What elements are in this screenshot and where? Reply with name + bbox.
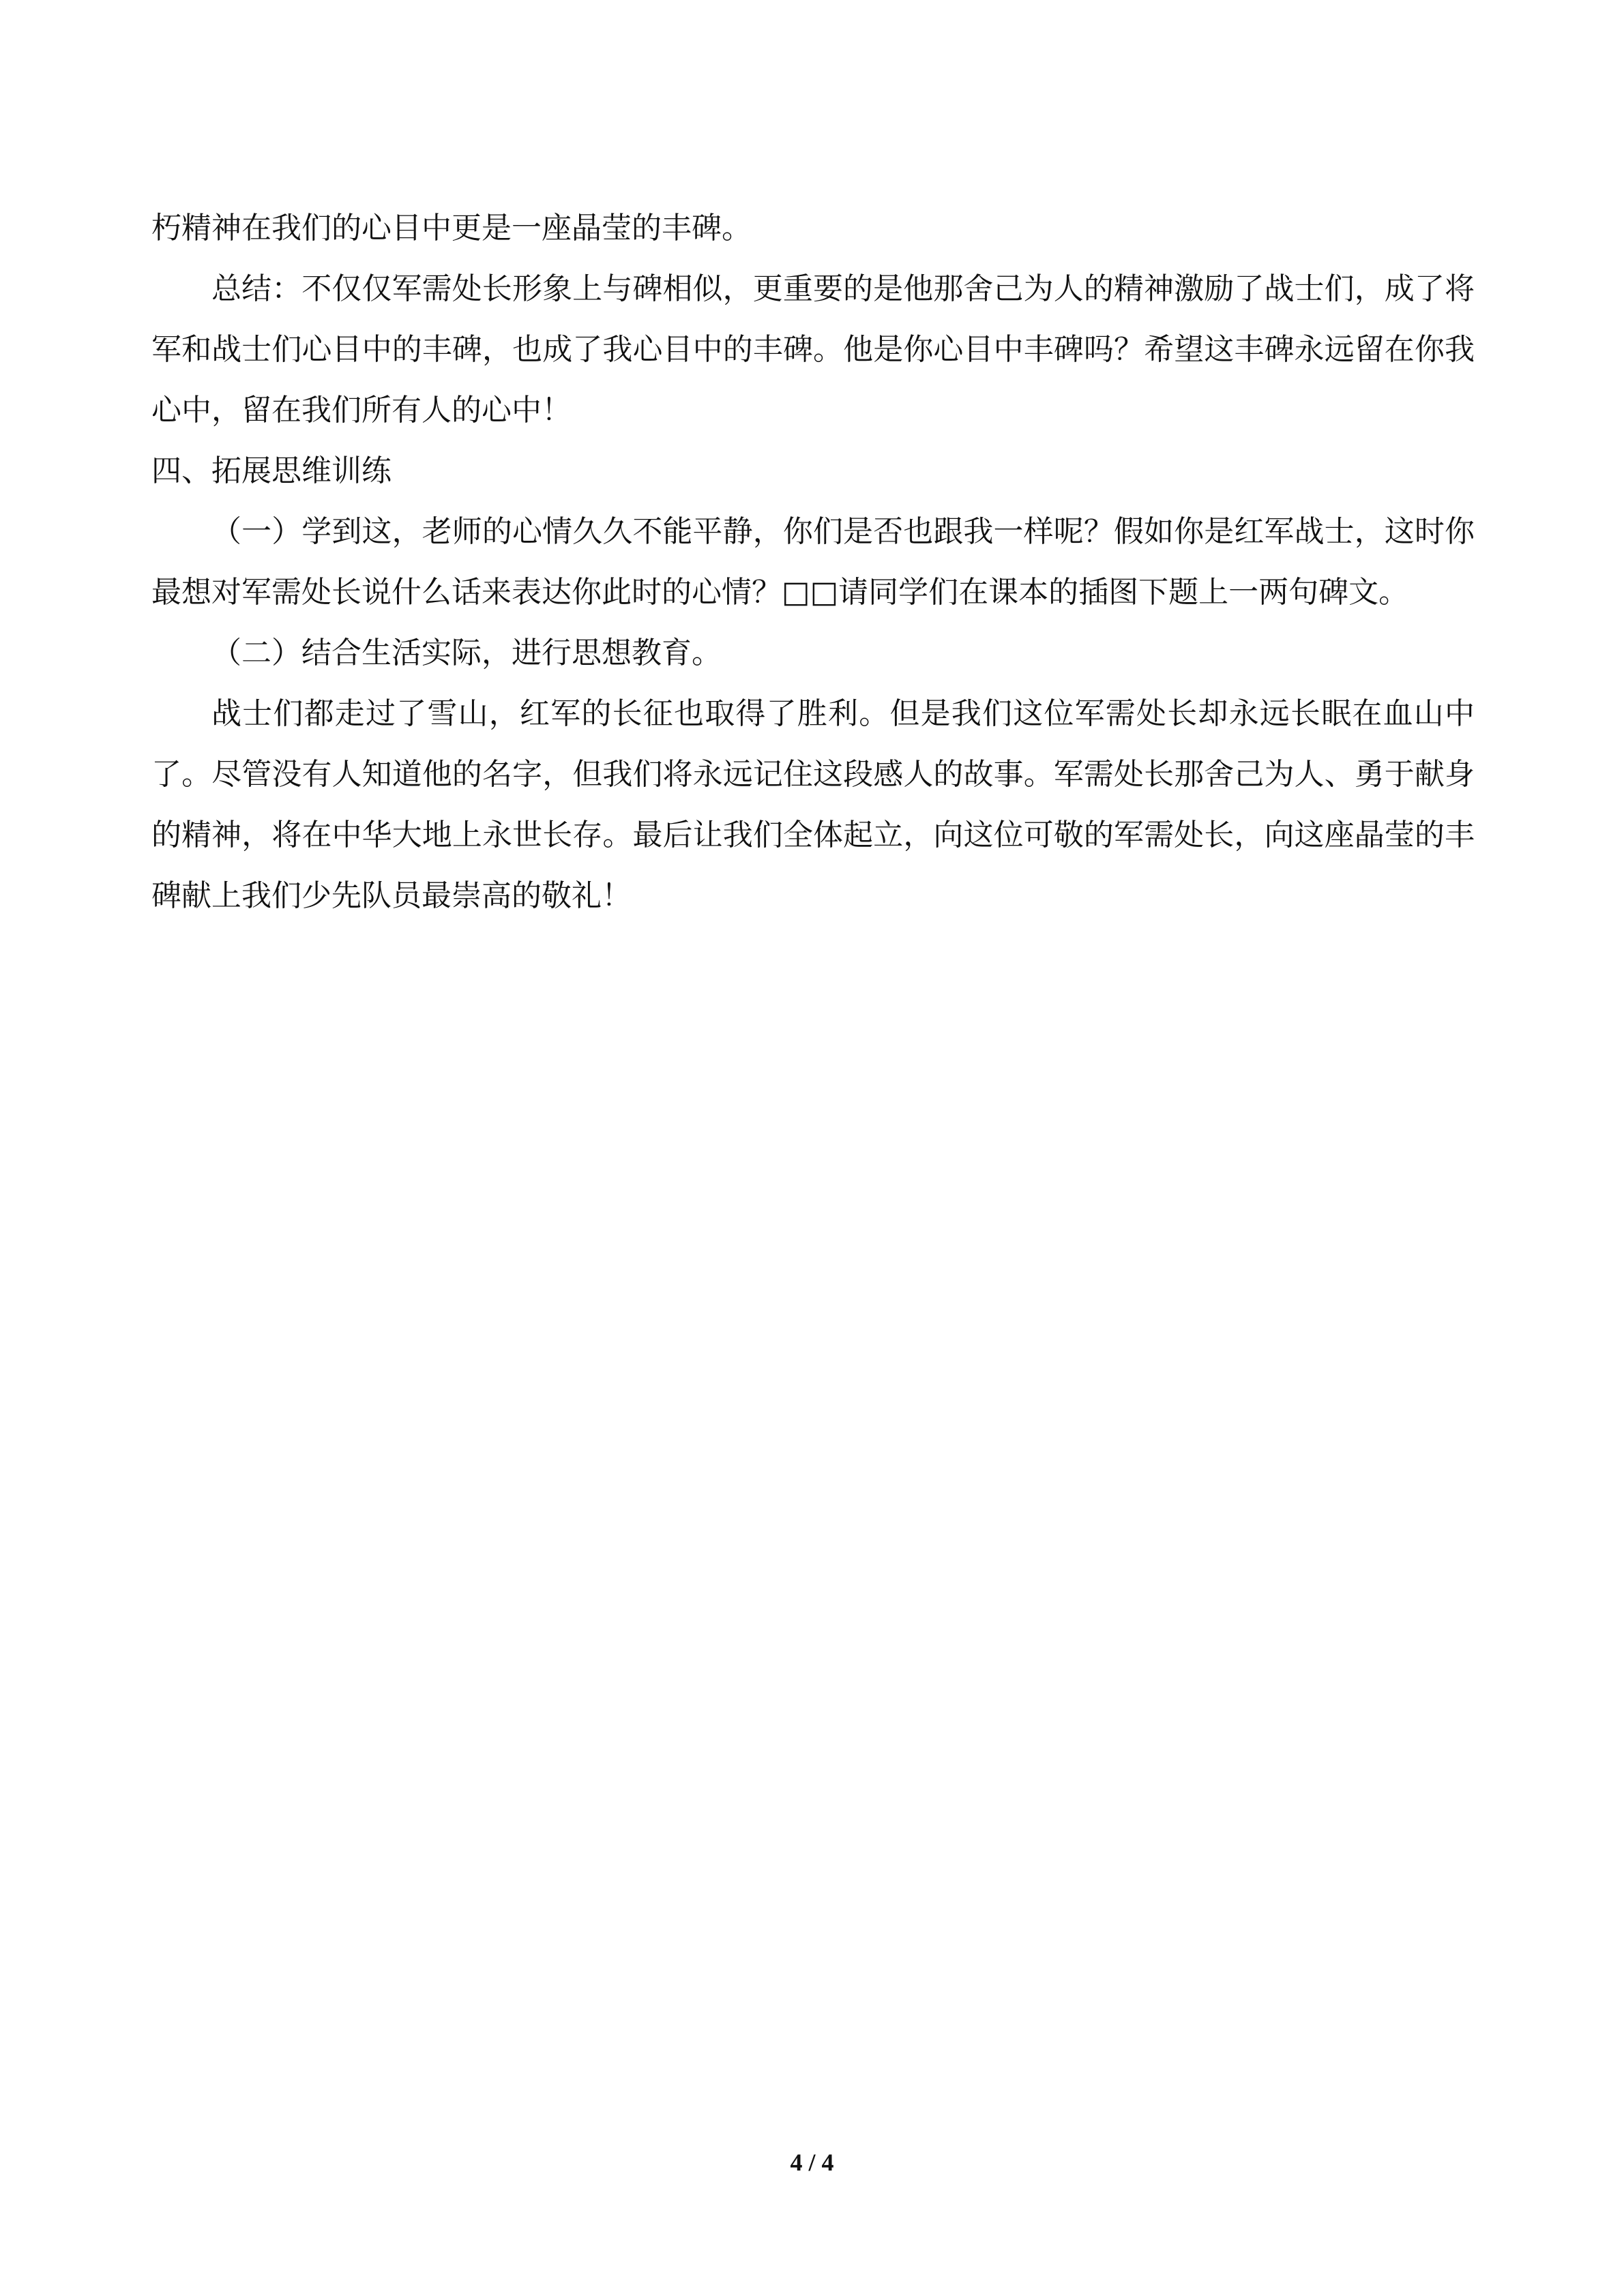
page-number: 4 / 4 [790,2149,834,2176]
paragraph-part-one: （一）学到这，老师的心情久久不能平静，你们是否也跟我一样呢？假如你是红军战士，这时你最想对军需处长说什么话来表达你此时的心情？□□请同学们在课本的插图下题上一两句碑文。 [151,514,1475,610]
paragraph-summary: 总结：不仅仅军需处长形象上与碑相似，更重要的是他那舍己为人的精神激励了战士们，成了将军和战士们心目中的丰碑，也成了我心目中的丰碑。他是你心目中丰碑吗？希望这丰碑永远留在你我心中，留在我们所有人的心中！ [151,271,1475,428]
paragraph-part-two: （二）结合生活实际，进行思想教育。 [211,636,722,670]
paragraph-continuation: 朽精神在我们的心目中更是一座晶莹的丰碑。 [151,211,752,245]
paragraph-conclusion: 战士们都走过了雪山，红军的长征也取得了胜利。但是我们这位军需处长却永远长眠在血山中了。尽管没有人知道他的名字，但我们将永远记住这段感人的故事。军需处长那舍己为人、勇于献身的精神，将在中华大地上永世长存。最后让我们全体起立，向这位可敬的军需处长，向这座晶莹的丰碑献上我们少先队员最崇高的敬礼！ [151,696,1475,913]
section-heading-extended-thinking: 四、拓展思维训练 [151,453,392,488]
document-body [151,198,1475,926]
